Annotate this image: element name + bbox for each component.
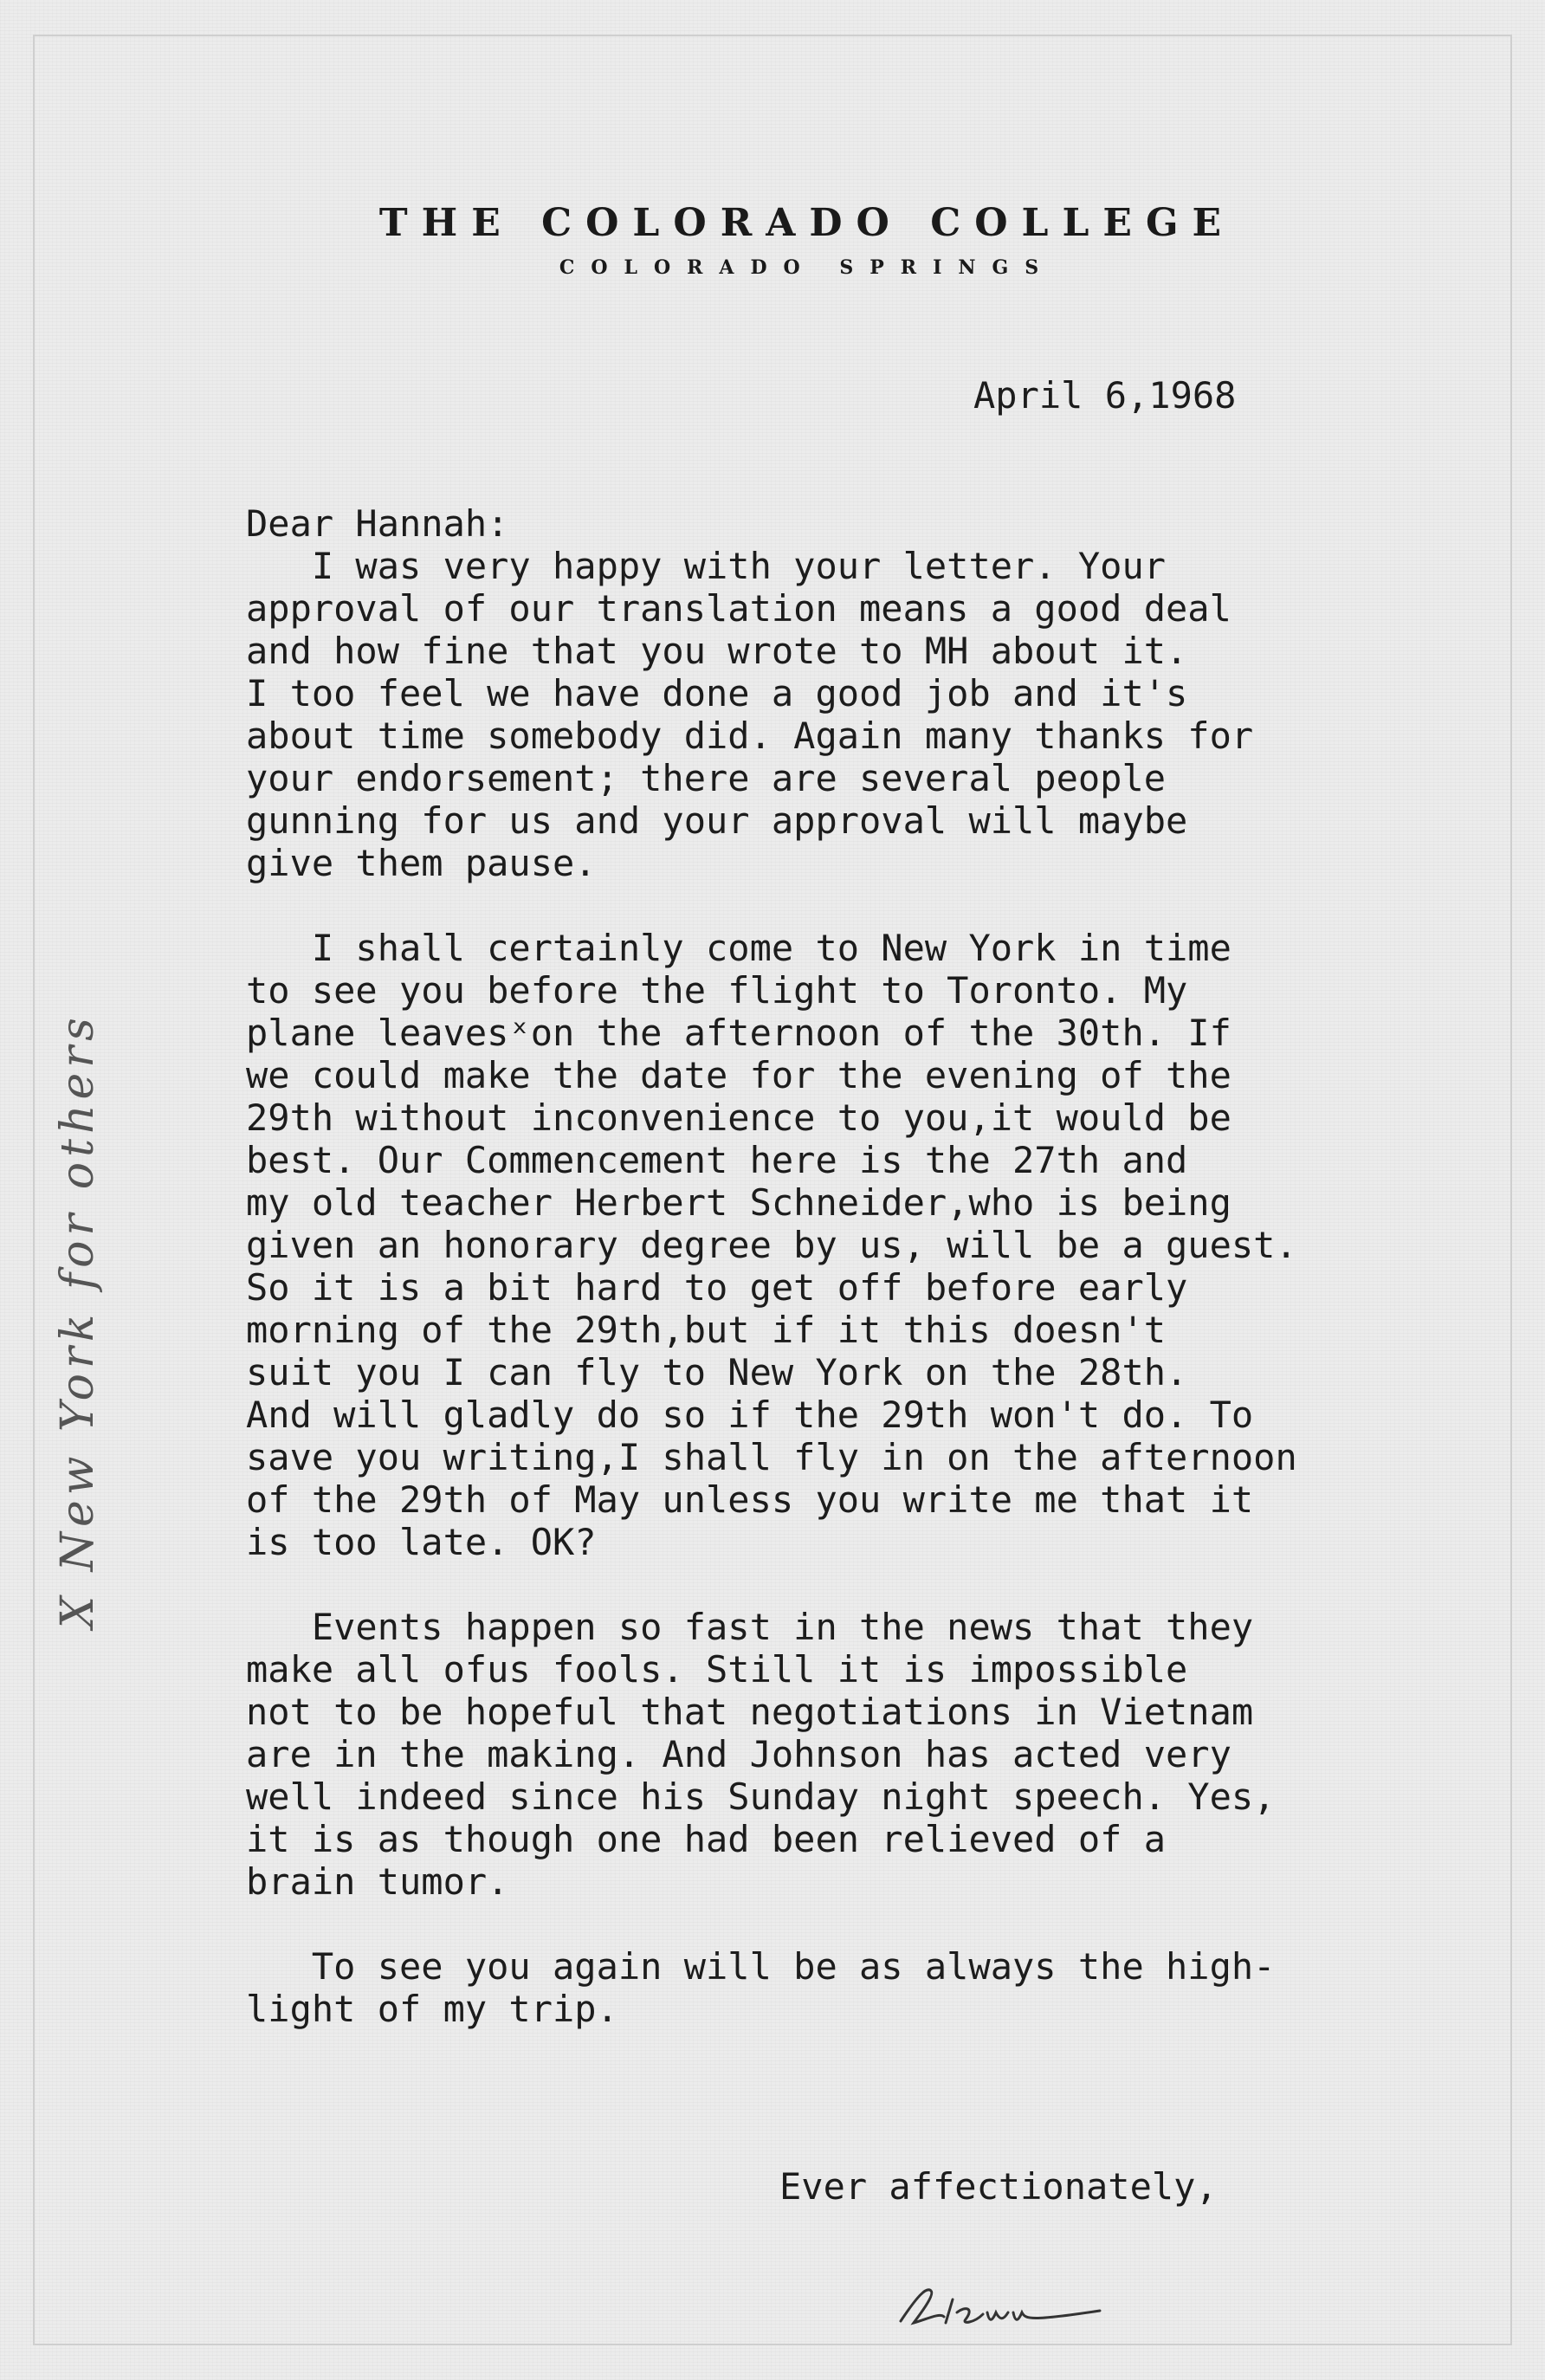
letter-body [246, 502, 1297, 2030]
body-line: Dear Hannah: [246, 502, 509, 545]
body-line: plane leavesˣon the afternoon of the 30th. If [246, 1012, 1231, 1054]
body-line: about time somebody did. Again many thanks for [246, 715, 1254, 757]
body-line: my old teacher Herbert Schneider,who is being [246, 1181, 1231, 1224]
body-line: given an honorary degree by us, will be a guest. [246, 1224, 1297, 1266]
paragraph-gap [246, 1903, 1297, 1945]
body-line: I was very happy with your letter. Your [246, 545, 1167, 587]
letter-closing: Ever affectionately, [779, 2165, 1218, 2208]
body-line: give them pause. [246, 842, 597, 884]
body-line: suit you I can fly to New York on the 28th. [246, 1351, 1188, 1394]
body-line: are in the making. And Johnson has acted very [246, 1733, 1231, 1775]
body-line: not to be hopeful that negotiations in Vietnam [246, 1691, 1254, 1733]
body-line: brain tumor. [246, 1860, 509, 1903]
body-line: it is as though one had been relieved of a [246, 1818, 1167, 1860]
body-line: And will gladly do so if the 29th won't do. To [246, 1394, 1254, 1436]
letterhead-institution: THE COLORADO COLLEGE [378, 201, 1236, 245]
body-line: of the 29th of May unless you write me that it [246, 1478, 1254, 1521]
body-line: To see you again will be as always the high- [246, 1945, 1276, 1988]
letterhead-location: COLORADO SPRINGS [559, 256, 1056, 279]
body-line: best. Our Commencement here is the 27th and [246, 1139, 1188, 1181]
paragraph-gap [246, 1563, 1297, 1606]
body-line: morning of the 29th,but if it this doesn't [246, 1309, 1167, 1351]
signature-image [892, 2269, 1152, 2338]
body-line: I too feel we have done a good job and it's [246, 672, 1188, 715]
body-line: we could make the date for the evening of the [246, 1054, 1231, 1096]
body-line: well indeed since his Sunday night speech. Yes, [246, 1775, 1276, 1818]
letter-date: April 6,1968 [973, 374, 1237, 417]
body-line: light of my trip. [246, 1988, 618, 2030]
paragraph-gap [246, 884, 1297, 927]
body-line: to see you before the flight to Toronto. My [246, 969, 1188, 1012]
body-line: approval of our translation means a good deal [246, 587, 1231, 630]
body-line: and how fine that you wrote to MH about it. [246, 630, 1188, 672]
body-line: Events happen so fast in the news that they [246, 1606, 1254, 1648]
body-line: is too late. OK? [246, 1521, 597, 1563]
body-line: gunning for us and your approval will maybe [246, 799, 1188, 842]
body-line: 29th without inconvenience to you,it would be [246, 1096, 1231, 1139]
body-line: make all ofus fools. Still it is impossible [246, 1648, 1188, 1691]
body-line: So it is a bit hard to get off before early [246, 1266, 1188, 1309]
handwritten-margin-note: X New York for others [52, 1012, 104, 1628]
body-line: I shall certainly come to New York in time [246, 927, 1231, 969]
body-line: save you writing,I shall fly in on the afternoon [246, 1436, 1297, 1478]
body-line: your endorsement; there are several people [246, 757, 1167, 799]
